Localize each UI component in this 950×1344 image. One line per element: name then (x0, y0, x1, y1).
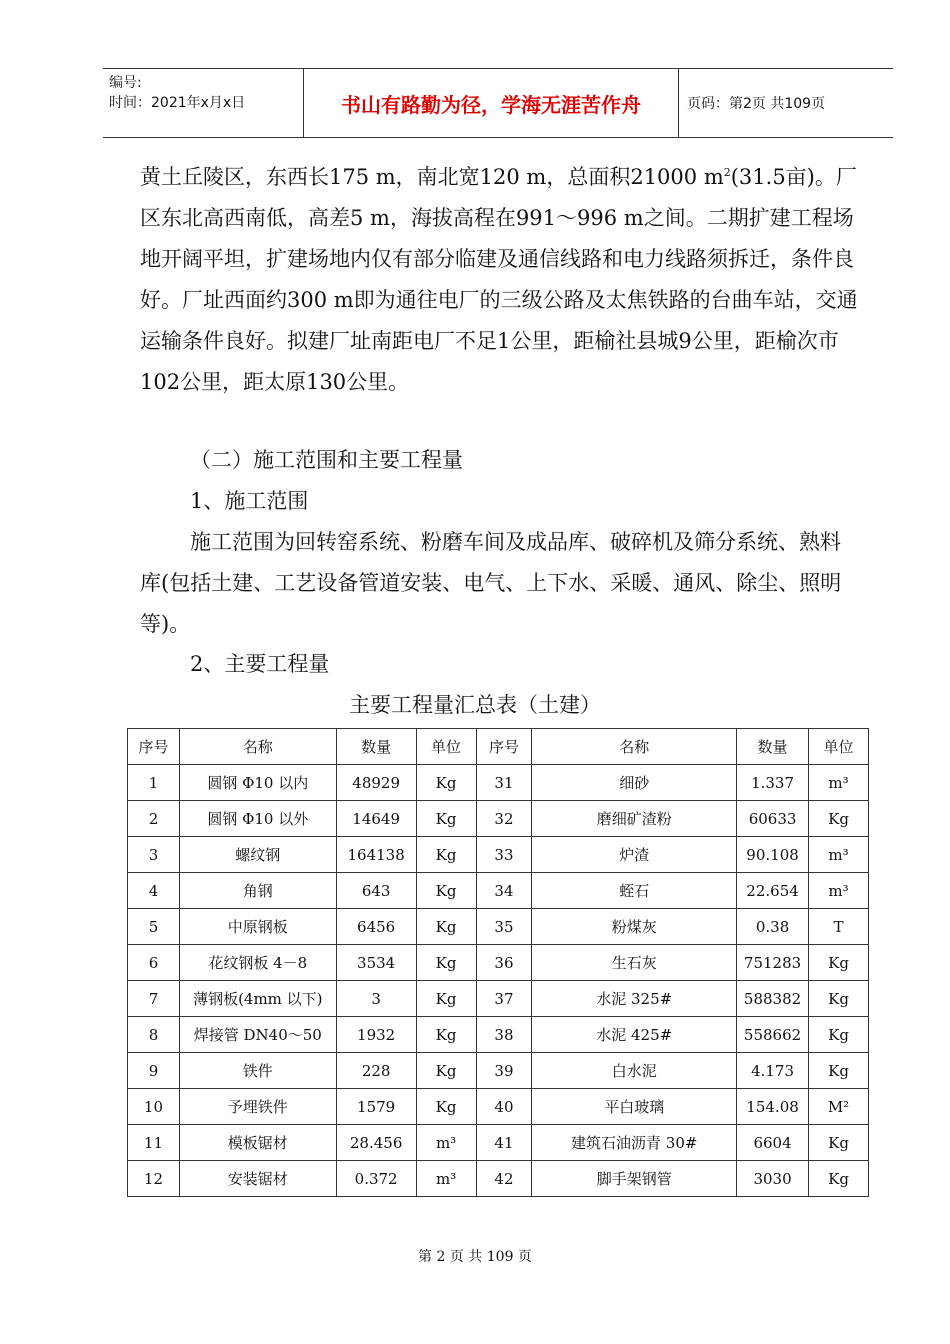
table-cell: 5 (128, 909, 180, 945)
table-cell: T (809, 909, 869, 945)
table-cell: 花纹钢板 4－8 (179, 945, 336, 981)
table-cell: Kg (809, 1017, 869, 1053)
table-cell: 60633 (737, 801, 809, 837)
table-cell: 8 (128, 1017, 180, 1053)
table-cell: 154.08 (737, 1089, 809, 1125)
table-cell: 磨细矿渣粉 (532, 801, 737, 837)
table-row (128, 837, 869, 873)
table-cell: 蛭石 (532, 873, 737, 909)
table-cell: 31 (476, 765, 532, 801)
table-cell: 35 (476, 909, 532, 945)
table-cell: 11 (128, 1125, 180, 1161)
paragraph-scope: 施工范围为回转窑系统、粉磨车间及成品库、破碎机及筛分系统、熟料库(包括土建、工艺设备管道安装、电气、上下水、采暖、通风、除尘、照明等)。 (140, 530, 842, 636)
table-cell: 4.173 (737, 1053, 809, 1089)
table-row (128, 981, 869, 1017)
table-cell: 1 (128, 765, 180, 801)
table-cell: 0.372 (336, 1161, 416, 1197)
header-time-label: 时间：2021年x月x日 (109, 95, 246, 111)
quantities-table (127, 728, 869, 1197)
table-header-cell: 序号 (476, 729, 532, 765)
table-cell: 40 (476, 1089, 532, 1125)
table-cell: m³ (809, 873, 869, 909)
table-cell: Kg (416, 873, 476, 909)
table-cell: 4 (128, 873, 180, 909)
table-cell: 751283 (737, 945, 809, 981)
table-cell: m³ (809, 837, 869, 873)
table-header-cell: 序号 (128, 729, 180, 765)
table-cell: 水泥 425# (532, 1017, 737, 1053)
table-cell: m³ (809, 765, 869, 801)
table-row (128, 1017, 869, 1053)
table-cell: Kg (416, 1053, 476, 1089)
table-cell: 生石灰 (532, 945, 737, 981)
table-cell: 34 (476, 873, 532, 909)
table-cell: 10 (128, 1089, 180, 1125)
table-cell: 安装锯材 (179, 1161, 336, 1197)
table-cell: Kg (416, 837, 476, 873)
table-body (128, 765, 869, 1197)
table-cell: 38 (476, 1017, 532, 1053)
table-cell: 焊接管 DN40～50 (179, 1017, 336, 1053)
table-cell: 炉渣 (532, 837, 737, 873)
table-cell: 39 (476, 1053, 532, 1089)
table-cell: 2 (128, 801, 180, 837)
table-cell: Kg (809, 1125, 869, 1161)
table-cell: 予埋铁件 (179, 1089, 336, 1125)
table-cell: 37 (476, 981, 532, 1017)
table-cell: 圆钢 Φ10 以外 (179, 801, 336, 837)
table-cell: Kg (809, 801, 869, 837)
page-footer: 第 2 页 共 109 页 (418, 1249, 532, 1265)
table-cell: 3 (128, 837, 180, 873)
table-cell: 1.337 (737, 765, 809, 801)
table-cell: Kg (416, 801, 476, 837)
table-cell: 28.456 (336, 1125, 416, 1161)
table-row (128, 1089, 869, 1125)
table-cell: Kg (809, 1053, 869, 1089)
table-cell: Kg (416, 1089, 476, 1125)
table-cell: 36 (476, 945, 532, 981)
table-cell: 228 (336, 1053, 416, 1089)
table-cell: 48929 (336, 765, 416, 801)
table-cell: Kg (416, 765, 476, 801)
table-cell: 643 (336, 873, 416, 909)
table-row (128, 765, 869, 801)
table-cell: 7 (128, 981, 180, 1017)
subheading-quantities: 2、主要工程量 (190, 652, 330, 676)
table-cell: 3030 (737, 1161, 809, 1197)
table-cell: 22.654 (737, 873, 809, 909)
table-caption: 主要工程量汇总表（土建） (349, 693, 601, 717)
table-cell: 脚手架钢管 (532, 1161, 737, 1197)
table-header-cell: 名称 (532, 729, 737, 765)
table-cell: 模板锯材 (179, 1125, 336, 1161)
table-cell: 33 (476, 837, 532, 873)
table-cell: 14649 (336, 801, 416, 837)
table-cell: 12 (128, 1161, 180, 1197)
table-cell: 角钢 (179, 873, 336, 909)
table-cell: 粉煤灰 (532, 909, 737, 945)
table-cell: 建筑石油沥青 30# (532, 1125, 737, 1161)
table-cell: 螺纹钢 (179, 837, 336, 873)
table-cell: 中原钢板 (179, 909, 336, 945)
table-cell: 588382 (737, 981, 809, 1017)
table-header-cell: 数量 (336, 729, 416, 765)
table-cell: 6456 (336, 909, 416, 945)
table-cell: Kg (809, 1161, 869, 1197)
table-cell: 41 (476, 1125, 532, 1161)
table-cell: 558662 (737, 1017, 809, 1053)
table-cell: Kg (416, 1017, 476, 1053)
subheading-scope: 1、施工范围 (190, 489, 309, 513)
table-cell: 细砂 (532, 765, 737, 801)
table-cell: 1579 (336, 1089, 416, 1125)
table-cell: 90.108 (737, 837, 809, 873)
table-header-cell: 单位 (809, 729, 869, 765)
table-cell: Kg (809, 981, 869, 1017)
table-cell: 薄钢板(4mm 以下) (179, 981, 336, 1017)
header-page-info: 页码：第2页 共109页 (687, 96, 826, 112)
page-header (103, 68, 893, 138)
table-cell: Kg (809, 945, 869, 981)
table-cell: 42 (476, 1161, 532, 1197)
table-cell: 平白玻璃 (532, 1089, 737, 1125)
table-cell: Kg (416, 909, 476, 945)
table-cell: 164138 (336, 837, 416, 873)
header-motto: 书山有路勤为径，学海无涯苦作舟 (341, 92, 641, 117)
table-header-cell: 名称 (179, 729, 336, 765)
table-cell: m³ (416, 1125, 476, 1161)
table-row (128, 801, 869, 837)
table-row (128, 1161, 869, 1197)
table-header-cell: 单位 (416, 729, 476, 765)
table-cell: 6 (128, 945, 180, 981)
paragraph-site: 黄土丘陵区，东西长175 m，南北宽120 m，总面积21000 $m^2(31.5$亩)。厂区东北高西南低，高差5 m，海拔高程在991～996 m之间。二期扩建工程场地开阔平坦，扩建场地内仅有部分临建及通信线路和电力线路须拆迁，条件良好。厂址西面约300 m即为通往电厂的三级公路及太焦铁路的台曲车站，交通运输条件良好。拟建厂址南距电厂不足1公里，距榆社县城9公里，距榆次市102公里，距太原130公里。 (140, 165, 858, 394)
table-cell: Kg (416, 945, 476, 981)
table-cell: 0.38 (737, 909, 809, 945)
table-cell: 白水泥 (532, 1053, 737, 1089)
table-cell: Kg (416, 981, 476, 1017)
table-cell: 32 (476, 801, 532, 837)
table-row (128, 1125, 869, 1161)
table-cell: 圆钢 Φ10 以内 (179, 765, 336, 801)
table-cell: 铁件 (179, 1053, 336, 1089)
table-row (128, 945, 869, 981)
table-row (128, 873, 869, 909)
table-cell: M² (809, 1089, 869, 1125)
table-cell: 3 (336, 981, 416, 1017)
header-number-label: 编号: (109, 75, 142, 91)
table-row (128, 1053, 869, 1089)
section-heading: （二）施工范围和主要工程量 (190, 448, 463, 472)
table-cell: 9 (128, 1053, 180, 1089)
table-cell: 水泥 325# (532, 981, 737, 1017)
table-cell: m³ (416, 1161, 476, 1197)
header-meta (103, 69, 303, 137)
table-cell: 6604 (737, 1125, 809, 1161)
table-cell: 1932 (336, 1017, 416, 1053)
table-header-row (128, 729, 869, 765)
table-cell: 3534 (336, 945, 416, 981)
table-header-cell: 数量 (737, 729, 809, 765)
table-row (128, 909, 869, 945)
